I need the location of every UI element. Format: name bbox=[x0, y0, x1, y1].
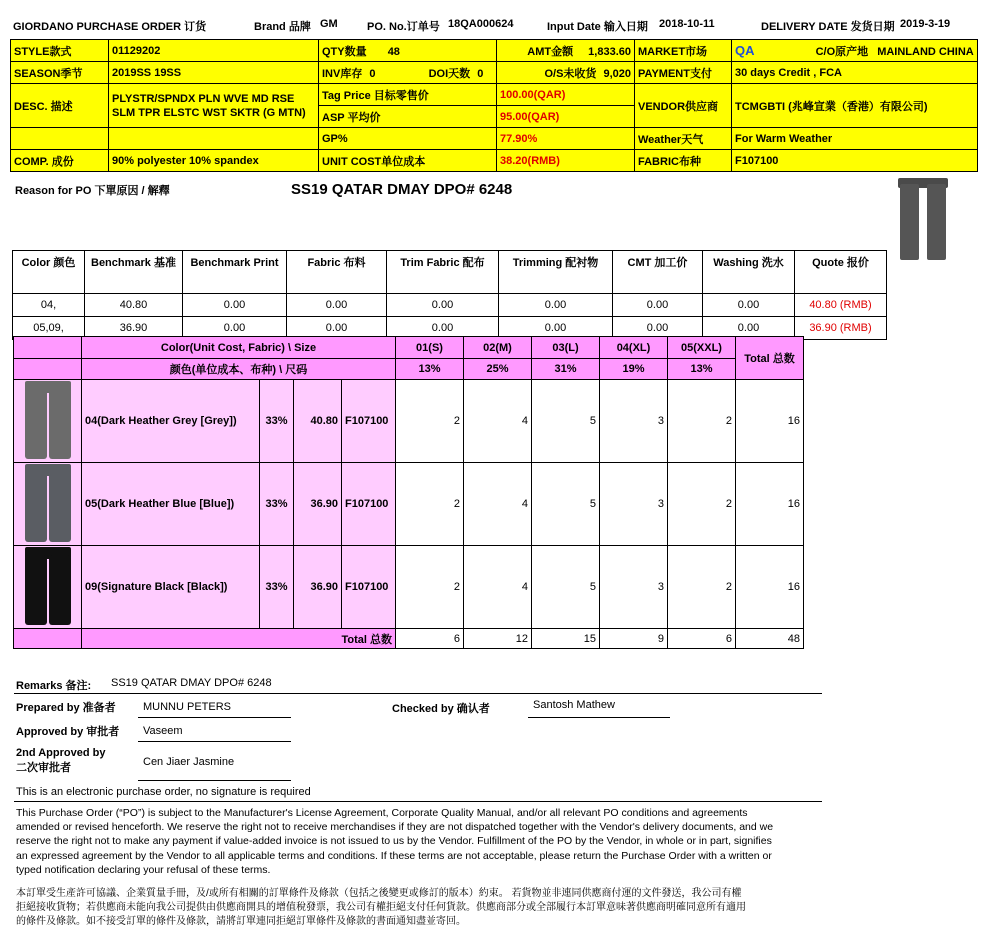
os-label: O/S未收货 bbox=[544, 67, 597, 80]
table-cell: 0.00 bbox=[287, 317, 387, 340]
checked-label: Checked by 确认者 bbox=[392, 703, 490, 715]
color-swatch-cell bbox=[14, 463, 82, 546]
totals-label: Total 总数 bbox=[82, 629, 396, 649]
inv-label: INV库存 bbox=[322, 67, 363, 80]
totals-row bbox=[14, 629, 804, 649]
divider bbox=[14, 801, 822, 802]
size-header: 02(M) bbox=[464, 337, 532, 359]
qty-cell: 2 bbox=[396, 380, 464, 463]
qty-cell: 3 bbox=[600, 463, 668, 546]
market-label: MARKET市场 bbox=[635, 40, 732, 62]
size-header: 03(L) bbox=[532, 337, 600, 359]
remarks-value: SS19 QATAR DMAY DPO# 6248 bbox=[111, 677, 272, 689]
delivery-date-label: DELIVERY DATE 发货日期 bbox=[761, 21, 895, 33]
inv-value: 0 bbox=[369, 67, 376, 80]
style-label: STYLE款式 bbox=[11, 40, 109, 62]
unit-cost-value: 38.20(RMB) bbox=[497, 150, 635, 172]
comp-value: 90% polyester 10% spandex bbox=[109, 150, 319, 172]
size-ratio: 19% bbox=[600, 359, 668, 380]
size-header: 04(XL) bbox=[600, 337, 668, 359]
legal-text-cn bbox=[16, 887, 746, 930]
payment-value: 30 days Credit , FCA bbox=[732, 62, 978, 84]
size-header: 05(XXL) bbox=[668, 337, 736, 359]
style-value: 01129202 bbox=[109, 40, 319, 62]
signature-line bbox=[528, 717, 670, 718]
grand-total: 48 bbox=[736, 629, 804, 649]
desc-label: DESC. 描述 bbox=[11, 84, 109, 128]
color-swatch-cell bbox=[14, 546, 82, 629]
tag-price-value: 100.00(QAR) bbox=[497, 84, 635, 106]
po-value: 18QA000624 bbox=[448, 18, 514, 30]
market-cell bbox=[732, 40, 978, 62]
qty-cell: 2 bbox=[668, 463, 736, 546]
table-cell: 0.00 bbox=[613, 294, 703, 317]
table-cell: 04, bbox=[13, 294, 85, 317]
size-total: 6 bbox=[668, 629, 736, 649]
blank-cell bbox=[109, 128, 319, 150]
qty-cell: 3 bbox=[600, 380, 668, 463]
asp-label: ASP 平均价 bbox=[319, 106, 497, 128]
legal-line: 拒絕接收貨物；若供應商未能向我公司提供由供應商開具的增值稅發票，我公司有權拒絕支付任何貨款。供應商部分或全部履行本訂單意味著供應商明確同意所有適用 bbox=[16, 902, 746, 914]
pants-image bbox=[19, 381, 77, 461]
size-header-en: Color(Unit Cost, Fabric) \ Size bbox=[82, 337, 396, 359]
qty-cell: 2 bbox=[668, 380, 736, 463]
payment-label: PAYMENT支付 bbox=[635, 62, 732, 84]
qty-cell: 5 bbox=[532, 463, 600, 546]
remarks-label: Remarks 备注: bbox=[16, 680, 92, 692]
table-cell: 0.00 bbox=[703, 294, 795, 317]
legal-line: typed notification declaring your refusal of these terms. bbox=[16, 863, 271, 876]
qty-cell bbox=[319, 40, 497, 62]
season-value: 2019SS 19SS bbox=[109, 62, 319, 84]
row-total: 16 bbox=[736, 546, 804, 629]
row-total: 16 bbox=[736, 463, 804, 546]
size-total: 6 bbox=[396, 629, 464, 649]
row-total: 16 bbox=[736, 380, 804, 463]
col-header-cmt: CMT 加工价 bbox=[613, 251, 703, 294]
weather-label: Weather天气 bbox=[635, 128, 732, 150]
market-value: QA bbox=[735, 42, 755, 58]
signature-line bbox=[138, 717, 291, 718]
qty-cell: 3 bbox=[600, 546, 668, 629]
blank-cell bbox=[14, 629, 82, 649]
col-header-color: Color 颜色 bbox=[13, 251, 85, 294]
table-cell: 0.00 bbox=[387, 317, 499, 340]
color-pct: 33% bbox=[260, 546, 294, 629]
brand-value: GM bbox=[320, 18, 338, 30]
qty-cell: 2 bbox=[396, 546, 464, 629]
col-header-benchmark-print: Benchmark Print bbox=[183, 251, 287, 294]
fabric-label: FABRIC布种 bbox=[635, 150, 732, 172]
table-row bbox=[14, 463, 804, 546]
input-date-value: 2018-10-11 bbox=[659, 18, 715, 30]
table-cell: 0.00 bbox=[499, 294, 613, 317]
approved-label: Approved by 审批者 bbox=[16, 726, 120, 738]
legal-line: 本訂單受生產許可協議、企業質量手冊，及/或所有相關的訂單條件及條款（包括之後變更或修訂的版本）約束。 若貨物並非連同供應商付運的文件發送，我公司有權 bbox=[16, 888, 742, 899]
table-cell: 0.00 bbox=[387, 294, 499, 317]
amt-label: AMT金额 bbox=[527, 45, 574, 58]
table-cell: 0.00 bbox=[703, 317, 795, 340]
gp-value: 77.90% bbox=[497, 128, 635, 150]
signature-line bbox=[138, 780, 291, 781]
size-header-cn: 颜色(单位成本、布种) \ 尺码 bbox=[82, 359, 396, 380]
color-fabric: F107100 bbox=[342, 463, 396, 546]
qty-cell: 2 bbox=[396, 463, 464, 546]
comp-label: COMP. 成份 bbox=[11, 150, 109, 172]
blank-cell bbox=[14, 359, 82, 380]
reason-value: SS19 QATAR DMAY DPO# 6248 bbox=[291, 181, 513, 198]
size-ratio: 13% bbox=[396, 359, 464, 380]
po-info-table bbox=[10, 39, 978, 172]
os-value: 9,020 bbox=[603, 67, 631, 80]
co-value: MAINLAND CHINA bbox=[877, 45, 974, 58]
table-cell: 0.00 bbox=[499, 317, 613, 340]
doi-label: DOI天数 bbox=[428, 67, 471, 80]
season-label: SEASON季节 bbox=[11, 62, 109, 84]
asp-value: 95.00(QAR) bbox=[497, 106, 635, 128]
electronic-note: This is an electronic purchase order, no signature is required bbox=[16, 786, 311, 798]
table-row bbox=[13, 294, 887, 317]
doi-value: 0 bbox=[477, 67, 484, 80]
qty-cell: 5 bbox=[532, 546, 600, 629]
size-ratio: 25% bbox=[464, 359, 532, 380]
delivery-date-value: 2019-3-19 bbox=[900, 18, 951, 30]
table-cell: 36.90 bbox=[85, 317, 183, 340]
blank-cell bbox=[11, 128, 109, 150]
qty-cell: 4 bbox=[464, 546, 532, 629]
table-cell: 05,09, bbox=[13, 317, 85, 340]
desc-value: PLYSTR/SPNDX PLN WVE MD RSE SLM TPR ELSTC WST SKTR (G MTN) bbox=[109, 84, 319, 128]
color-fabric: F107100 bbox=[342, 546, 396, 629]
size-total: 9 bbox=[600, 629, 668, 649]
po-label: PO. No.订单号 bbox=[367, 21, 440, 33]
col-header-quote: Quote 报价 bbox=[795, 251, 887, 294]
co-label: C/O原产地 bbox=[815, 45, 869, 58]
color-cost: 40.80 bbox=[294, 380, 342, 463]
size-ratio: 13% bbox=[668, 359, 736, 380]
qty-cell: 2 bbox=[668, 546, 736, 629]
approved-value: Vaseem bbox=[143, 725, 183, 737]
qty-value: 48 bbox=[387, 45, 400, 58]
inv-doi-cell bbox=[319, 62, 497, 84]
color-name: 04(Dark Heather Grey [Grey]) bbox=[82, 380, 260, 463]
table-cell: 0.00 bbox=[287, 294, 387, 317]
cost-breakdown-table bbox=[12, 250, 887, 340]
vendor-value: TCMGBTI (兆峰宣業（香港）有限公司) bbox=[732, 84, 978, 128]
qty-cell: 4 bbox=[464, 380, 532, 463]
table-cell: 0.00 bbox=[183, 294, 287, 317]
table-cell: 0.00 bbox=[613, 317, 703, 340]
checked-value: Santosh Mathew bbox=[533, 699, 615, 711]
divider bbox=[14, 693, 822, 694]
legal-line: 的條件及條款。如不接受訂單的條件及條款，請將訂單連同拒絕訂單條件及條款的書面通知盡並寄回。 bbox=[16, 916, 466, 928]
signature-line bbox=[138, 741, 291, 742]
table-cell: 0.00 bbox=[183, 317, 287, 340]
amt-cell bbox=[497, 40, 635, 62]
size-header: 01(S) bbox=[396, 337, 464, 359]
size-total: 15 bbox=[532, 629, 600, 649]
weather-value: For Warm Weather bbox=[732, 128, 978, 150]
legal-text-en bbox=[16, 806, 773, 877]
color-fabric: F107100 bbox=[342, 380, 396, 463]
approved2-value: Cen Jiaer Jasmine bbox=[143, 756, 235, 768]
pants-image bbox=[19, 464, 77, 544]
unit-cost-label: UNIT COST单位成本 bbox=[319, 150, 497, 172]
legal-line: amended or revised henceforth. We reserve the right not to receive merchandises if they are not dispatched together with the Vendor's delivery documents, and we bbox=[16, 821, 774, 834]
table-row bbox=[14, 380, 804, 463]
legal-line: reserve the right not to make any payment if value-added invoice is not issued to us by the Vendor. Fulfillment of the PO by the Vendor, in whole or in part, signifies bbox=[16, 835, 772, 848]
col-header-benchmark: Benchmark 基准 bbox=[85, 251, 183, 294]
approved2-label-1: 2nd Approved by bbox=[16, 747, 106, 759]
col-header-fabric: Fabric 布料 bbox=[287, 251, 387, 294]
qty-cell: 5 bbox=[532, 380, 600, 463]
col-header-trim-fabric: Trim Fabric 配布 bbox=[387, 251, 499, 294]
color-pct: 33% bbox=[260, 380, 294, 463]
color-cost: 36.90 bbox=[294, 463, 342, 546]
qty-cell: 4 bbox=[464, 463, 532, 546]
product-thumbnail bbox=[898, 178, 948, 262]
os-cell bbox=[497, 62, 635, 84]
amt-value: 1,833.60 bbox=[588, 45, 631, 58]
quote-cell: 36.90 (RMB) bbox=[795, 317, 887, 340]
blank-cell bbox=[14, 337, 82, 359]
size-total: 12 bbox=[464, 629, 532, 649]
fabric-value: F107100 bbox=[732, 150, 978, 172]
pants-image bbox=[19, 547, 77, 627]
company-title: GIORDANO PURCHASE ORDER 订货 bbox=[13, 21, 207, 33]
color-pct: 33% bbox=[260, 463, 294, 546]
gp-label: GP% bbox=[319, 128, 497, 150]
vendor-label: VENDOR供应商 bbox=[635, 84, 732, 128]
brand-label: Brand 品牌 bbox=[254, 21, 311, 33]
size-breakdown-table bbox=[13, 336, 804, 649]
quote-cell: 40.80 (RMB) bbox=[795, 294, 887, 317]
col-header-washing: Washing 洗水 bbox=[703, 251, 795, 294]
table-row bbox=[14, 546, 804, 629]
color-swatch-cell bbox=[14, 380, 82, 463]
color-name: 05(Dark Heather Blue [Blue]) bbox=[82, 463, 260, 546]
legal-line: an expressed agreement by the Vendor to all applicable terms and conditions. If these terms are not acceptable, please return the Purchase Order with a written or bbox=[16, 849, 772, 862]
prepared-value: MUNNU PETERS bbox=[143, 701, 232, 713]
total-header: Total 总数 bbox=[736, 337, 804, 380]
tag-price-label: Tag Price 目标零售价 bbox=[319, 84, 497, 106]
reason-label: Reason for PO 下單原因 / 解釋 bbox=[15, 185, 170, 197]
size-ratio: 31% bbox=[532, 359, 600, 380]
color-cost: 36.90 bbox=[294, 546, 342, 629]
approved2-label-2: 二次审批者 bbox=[16, 762, 71, 774]
prepared-label: Prepared by 准备者 bbox=[16, 702, 116, 714]
qty-label: QTY数量 bbox=[322, 45, 367, 58]
legal-line: This Purchase Order (“PO”) is subject to the Manufacturer's License Agreement, Corporate Quality Manual, and/or all relevant PO conditions and agreements bbox=[16, 807, 748, 819]
color-name: 09(Signature Black [Black]) bbox=[82, 546, 260, 629]
input-date-label: Input Date 输入日期 bbox=[547, 21, 648, 33]
table-cell: 40.80 bbox=[85, 294, 183, 317]
col-header-trimming: Trimming 配衬物 bbox=[499, 251, 613, 294]
